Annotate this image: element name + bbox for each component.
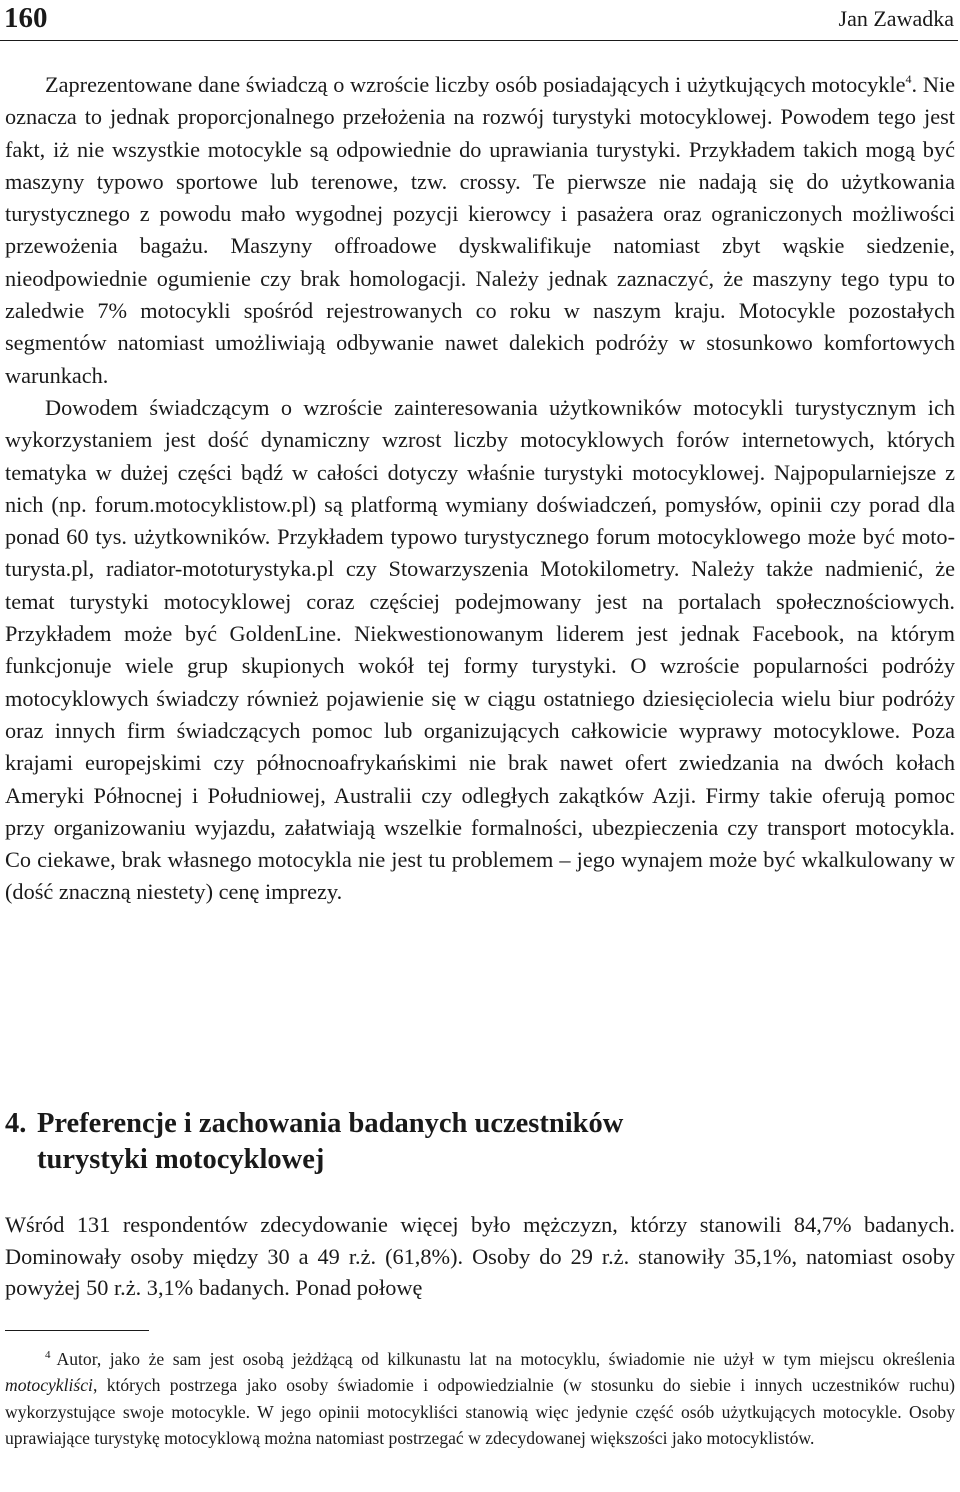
page-number: 160: [4, 2, 48, 34]
section-title-line-1: Preferencje i zachowania badanych uczestników: [37, 1108, 624, 1139]
footnote-text-start: Autor, jako że sam jest osobą jeżdżącą od kilkunastu lat na motocyklu, świadomie nie użył w tym miejscu określenia: [56, 1349, 955, 1369]
running-head-author: Jan Zawadka: [838, 6, 954, 31]
section-title-line-2: turystyki motocyklowej: [37, 1144, 325, 1175]
footnote-reference[interactable]: 4: [905, 72, 912, 86]
paragraph-2: Dowodem świadczącym o wzroście zainteresowania użytkowników motocykli turystycznym ich wykorzystaniem jest dość dynamiczny wzrost liczby motocyklowych forów internetowych, których tematyka w dużej części bądź w całości dotyczy właśnie turystyki motocyklowej. Najpopularniejsze z nich (np. forum.motocyklistow.pl) są platformą wymiany doświadczeń, pomysłów, opinii czy porad dla ponad 60 tys. użytkowników. Przykładem typowo turystycznego forum motocyklowego może być moto-turysta.pl, radiator-mototurystyka.pl czy Stowarzyszenia Motokilometry. Należy także nadmienić, że temat turystyki motocyklowej coraz częściej podejmowany jest na portalach społecznościowych. Przykładem może być GoldenLine. Niekwestionowanym liderem jest jednak Facebook, na którym funkcjonuje wiele grup skupionych wokół tej formy turystyki. O wzroście popularności podróży motocyklowych świadczy również pojawienie się w ciągu ostatniego dziesięciolecia wielu biur podróży oraz innych firm świadczących pomoc lub organizujących całkowicie wyprawy motocyklowe. Poza krajami europejskimi czy północnoafrykańskimi nie brak nawet ofert zwiedzania na dwóch kołach Ameryki Północnej i Południowej, Australii czy odległych zakątków Azji. Firmy takie oferują pomoc przy organizowaniu wyjazdu, załatwiają wszelkie formalności, ubezpieczenia czy transport motocykla. Co ciekawe, brak własnego motocykla nie jest tu problemem – jego wynajem może być wkalkulowany w (dość znaczną niestety) cenę imprezy.: [5, 394, 955, 905]
section-body: [5, 1209, 955, 1304]
section-paragraph: Wśród 131 respondentów zdecydowanie więcej było mężczyzn, którzy stanowili 84,7% badanych. Dominowały osoby między 30 a 49 r.ż. (61,8%). Osoby do 29 r.ż. stanowiły 35,1%, natomiast osoby powyżej 50 r.ż. 3,1% badanych. Ponad połowę: [5, 1212, 955, 1300]
footnote-text-end: , których postrzega jako osoby świadomie i odpowiedzialnie (w stosunku do siebie i innych uczestników ruchu) wykorzystujące swoje motocykle. W jego opinii motocykliści stanowią więc jedynie część osób użytkujących motocykle. Osoby uprawiające turystykę motocyklową można natomiast postrzegać w zdecydowanej większości jako motocyklistów.: [5, 1375, 955, 1449]
paragraph-1-text-start: Zaprezentowane dane świadczą o wzroście liczby osób posiadających i użytkujących motocykle: [45, 72, 906, 97]
page-header: [0, 0, 958, 41]
footnote-italic-term: motocykliści: [5, 1375, 93, 1396]
body-text: [5, 69, 955, 909]
paragraph-1-text-end: . Nie oznacza to jednak proporcjonalnego przełożenia na rozwój turystyki motocyklowej. Powodem tego jest fakt, iż nie wszystkie motocykle są odpowiednie do uprawiania turystyki. Przykładem takich mogą być maszyny typowo sportowe lub terenowe, tzw. crossy. Te pierwsze nie nadają się do użytkowania turystycznego z powodu mało wygodnej pozycji kierowcy i pasażera oraz ograniczonych możliwości przewożenia bagażu. Maszyny offroadowe dyskwalifikuje natomiast zbyt wąskie siedzenie, nieodpowiednie ogumienie czy brak homologacji. Należy jednak zaznaczyć, że maszyny tego typu to zaledwie 7% motocykli spośród rejestrowanych co roku w naszym kraju. Motocykle pozostałych segmentów natomiast umożliwiają odbywanie nawet dalekich podróży w stosunkowo komfortowych warunkach.: [5, 72, 956, 388]
footnote-separator: [5, 1330, 149, 1331]
footnote: [5, 1346, 955, 1452]
section-number: 4.: [5, 1108, 27, 1139]
footnote-paragraph: [5, 1346, 955, 1452]
section-heading: [5, 1106, 955, 1178]
footnote-number: 4: [45, 1349, 51, 1361]
paragraph-1: [5, 69, 955, 392]
